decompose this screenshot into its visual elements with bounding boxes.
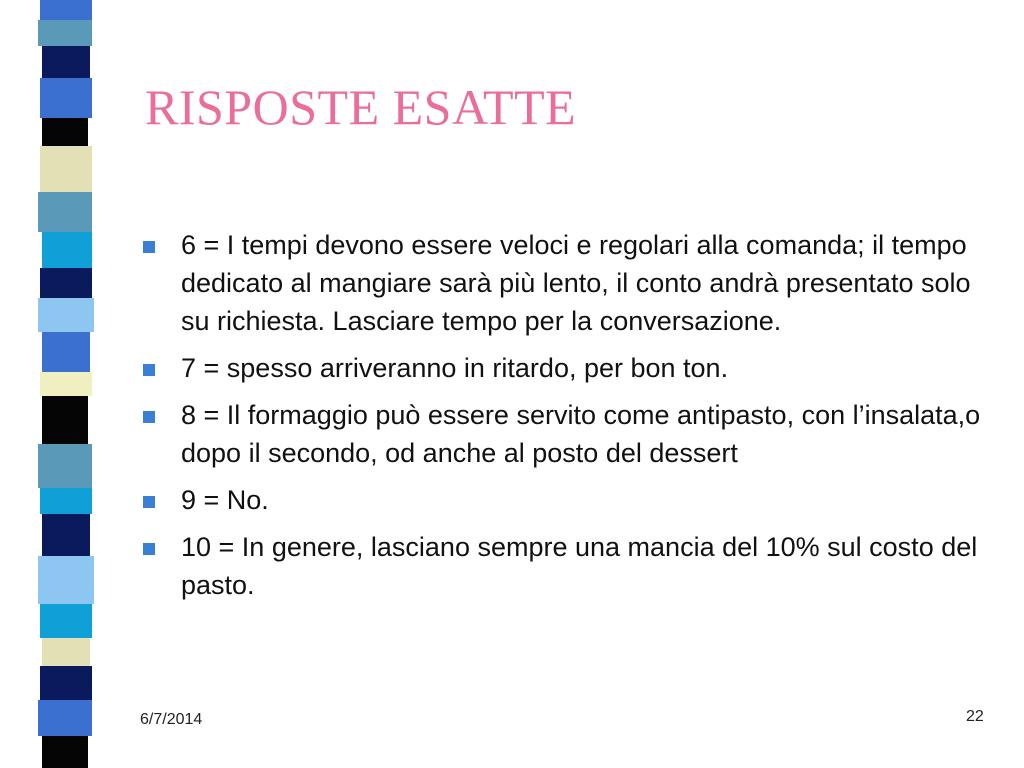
stripe-block [42,638,90,666]
bullet-text: 8 = Il formaggio può essere servito come antipasto, con l’insalata,o dopo il secondo, od anche al posto del dessert [181,400,981,468]
slide-number: 22 [966,708,984,725]
bullet-item [143,226,1003,340]
stripe-block [42,332,90,372]
stripe-block [40,666,92,700]
bullet-text: 7 = spesso arriveranno in ritardo, per bon ton. [181,353,729,383]
stripe-block [38,444,92,488]
stripe-block [40,146,92,192]
bullet-text: 10 = In genere, lasciano sempre una mancia del 10% sul costo del pasto. [181,532,978,600]
square-bullet-icon [143,543,155,555]
stripe-block [40,488,92,514]
square-bullet-icon [143,411,155,423]
bullet-item [143,396,1003,472]
bullet-list [143,226,1003,613]
stripe-block [40,372,92,396]
bullet-item [143,349,1003,387]
stripe-block [42,736,88,768]
stripe-block [42,514,90,556]
stripe-block [42,46,90,78]
slide-title: RISPOSTE ESATTE [145,79,577,135]
stripe-block [42,232,92,268]
bullet-item [143,481,1003,519]
stripe-block [42,118,88,146]
square-bullet-icon [143,364,155,376]
stripe-block [38,700,92,736]
decorative-stripe [36,0,96,768]
stripe-block [42,396,88,444]
stripe-block [40,78,92,118]
bullet-item [143,528,1003,604]
stripe-block [38,192,92,232]
stripe-block [38,20,92,46]
stripe-block [38,556,94,604]
stripe-block [38,298,94,332]
square-bullet-icon [143,496,155,508]
footer-date: 6/7/2014 [140,711,203,728]
stripe-block [40,0,92,20]
bullet-text: 6 = I tempi devono essere veloci e regolari alla comanda; il tempo dedicato al mangiare sarà più lento, il conto andrà presentato solo su richiesta. Lasciare tempo per la conversazione. [181,230,971,336]
bullet-text: 9 = No. [181,485,269,515]
stripe-block [40,604,92,638]
stripe-block [40,268,92,298]
square-bullet-icon [143,241,155,253]
